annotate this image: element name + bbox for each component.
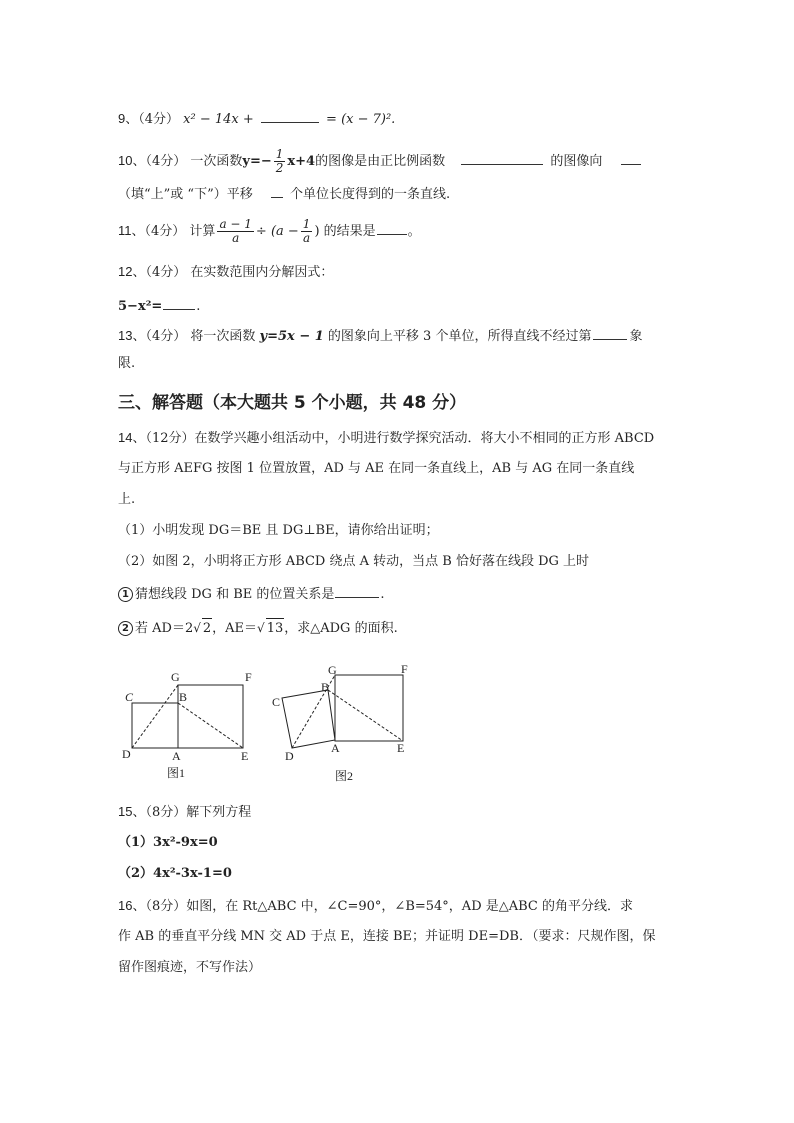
answer-blank[interactable] xyxy=(335,583,379,598)
answer-blank[interactable] xyxy=(621,150,641,165)
question-number: 12、 xyxy=(118,264,146,279)
question-text: ，AE＝ xyxy=(212,621,258,636)
question-score: （4分） xyxy=(144,224,186,239)
math-expression: ) xyxy=(314,224,320,239)
sqrt-sign: √ xyxy=(257,621,265,635)
fraction-denominator: a xyxy=(232,231,240,245)
question-number: 11、 xyxy=(118,223,145,238)
question-10 xyxy=(118,148,644,175)
fraction xyxy=(217,218,253,245)
question-14-line2: 与正方形 AEFG 按图 1 位置放置，AD 与 AE 在同一条直线上，AB 与 AG 在同一条直线 xyxy=(118,461,635,476)
label-d: D xyxy=(285,749,294,763)
math-expression: = (x − 7)². xyxy=(326,112,396,127)
question-text: 将一次函数 xyxy=(190,329,256,344)
math-expression: y=5x − 1 xyxy=(259,329,324,344)
square-aefg xyxy=(335,675,403,741)
label-g: G xyxy=(171,670,180,684)
segment-dg xyxy=(132,685,178,748)
label-e: E xyxy=(397,741,405,755)
question-text: . xyxy=(380,587,385,602)
question-13 xyxy=(118,325,642,347)
label-b: B xyxy=(321,680,330,694)
answer-blank[interactable] xyxy=(163,295,195,310)
figure-1 xyxy=(115,665,265,785)
sqrt-radicand: 2 xyxy=(202,618,212,639)
question-text: 若 AD＝2 xyxy=(135,621,194,636)
question-14-part2: （2）如图 2，小明将正方形 ABCD 绕点 A 转动，当点 B 恰好落在线段 DG 上时 xyxy=(118,554,590,569)
fraction-numerator: 1 xyxy=(302,217,311,231)
label-a: A xyxy=(172,749,181,763)
fraction-denominator: a xyxy=(303,231,311,245)
math-expression: y=− xyxy=(242,154,272,169)
answer-blank[interactable] xyxy=(377,220,407,235)
question-12-expr xyxy=(118,295,200,317)
label-e: E xyxy=(241,749,249,763)
question-score: （4分） xyxy=(145,329,187,344)
question-number: 9、 xyxy=(118,111,139,126)
question-12 xyxy=(118,262,333,283)
question-14 xyxy=(118,428,654,449)
math-expression: x² − 14x + xyxy=(183,112,254,127)
sqrt-radicand: 13 xyxy=(266,618,285,639)
fraction xyxy=(301,218,313,245)
question-score: （4分） xyxy=(138,112,180,127)
question-number: 10、 xyxy=(118,153,146,168)
segment-be xyxy=(178,703,243,748)
question-text: . xyxy=(196,299,201,314)
question-text: 的结果是 xyxy=(323,224,376,239)
fraction xyxy=(274,148,286,175)
square-abcd xyxy=(132,703,178,748)
math-expression: ÷ (a − xyxy=(255,224,299,239)
circled-number: 2 xyxy=(118,621,133,636)
question-text: 限. xyxy=(118,356,136,371)
question-text: 在实数范围内分解因式： xyxy=(190,265,334,280)
question-14-part1: （1）小明发现 DG＝BE 且 DG⊥BE，请你给出证明； xyxy=(118,523,439,538)
sqrt-sign: √ xyxy=(193,621,201,635)
figure-2 xyxy=(268,658,418,788)
label-f: F xyxy=(401,662,408,676)
question-text: 如图，在 Rt△ABC 中，∠C=90°，∠B=54°，AD 是△ABC 的角平分线．求 xyxy=(186,899,634,914)
answer-blank[interactable] xyxy=(271,183,283,198)
question-text: 计算 xyxy=(189,224,216,239)
fraction-numerator: a − 1 xyxy=(219,217,252,231)
question-9 xyxy=(118,108,395,130)
square-aefg xyxy=(178,685,243,748)
question-15-part1: （1）3x²-9x=0 xyxy=(118,835,218,850)
figure-caption: 图2 xyxy=(335,769,354,783)
question-text: 的图像向 xyxy=(550,154,603,169)
question-14-line3: 上. xyxy=(118,492,136,507)
question-text: ，求△ADG 的面积. xyxy=(284,621,398,636)
label-d: D xyxy=(122,747,131,761)
question-11 xyxy=(118,218,421,245)
question-text: （填“上”或 “下”）平移 xyxy=(118,187,253,202)
question-16-line3: 留作图痕迹，不写作法） xyxy=(118,960,262,975)
question-15 xyxy=(118,802,251,823)
figure-caption: 图1 xyxy=(167,766,186,780)
question-text: 。 xyxy=(407,224,421,239)
question-text: 象 xyxy=(629,329,643,344)
question-score: （4分） xyxy=(145,154,187,169)
label-a: A xyxy=(331,741,340,755)
label-g: G xyxy=(328,663,337,677)
question-10-cont xyxy=(118,183,450,205)
square-abcd xyxy=(282,690,335,748)
question-14-sub1 xyxy=(118,583,385,605)
label-b: B xyxy=(179,690,188,704)
fraction-denominator: 2 xyxy=(275,161,284,175)
question-16 xyxy=(118,896,633,917)
question-13-cont xyxy=(118,354,135,374)
question-number: 16、 xyxy=(118,898,146,913)
fraction-numerator: 1 xyxy=(275,147,284,161)
question-score: （8分） xyxy=(145,805,187,820)
answer-blank[interactable] xyxy=(461,150,543,165)
label-f: F xyxy=(245,670,252,684)
label-c: C xyxy=(125,690,134,704)
question-text: 的图像是由正比例函数 xyxy=(315,154,446,169)
question-number: 13、 xyxy=(118,328,146,343)
question-text: 一次函数 xyxy=(190,154,243,169)
answer-blank[interactable] xyxy=(261,108,319,123)
question-text: 的图象向上平移 3 个单位，所得直线不经过第 xyxy=(327,329,592,344)
question-score: （12分） xyxy=(145,431,195,446)
question-text: 个单位长度得到的一条直线. xyxy=(290,187,451,202)
question-number: 15、 xyxy=(118,804,146,819)
question-text: 在数学兴趣小组活动中，小明进行数学探究活动．将大小不相同的正方形 ABCD xyxy=(194,431,655,446)
question-text: 猜想线段 DG 和 BE 的位置关系是 xyxy=(135,587,335,602)
circled-number: 1 xyxy=(118,587,133,602)
label-c: C xyxy=(272,695,281,709)
math-expression: x+4 xyxy=(287,154,316,169)
segment-be xyxy=(328,690,403,741)
question-16-line2: 作 AB 的垂直平分线 MN 交 AD 于点 E，连接 BE；并证明 DE=DB．（要求：尺规作图，保 xyxy=(118,929,656,944)
question-score: （4分） xyxy=(145,265,187,280)
question-14-sub2 xyxy=(118,618,398,639)
section-heading: 三、解答题（本大题共 5 个小题，共 48 分） xyxy=(118,393,467,413)
answer-blank[interactable] xyxy=(593,325,627,340)
math-expression: 5−x²= xyxy=(118,299,163,314)
question-15-part2: （2）4x²-3x-1=0 xyxy=(118,866,232,881)
question-text: 解下列方程 xyxy=(186,805,252,820)
question-score: （8分） xyxy=(145,899,187,914)
question-number: 14、 xyxy=(118,430,146,445)
